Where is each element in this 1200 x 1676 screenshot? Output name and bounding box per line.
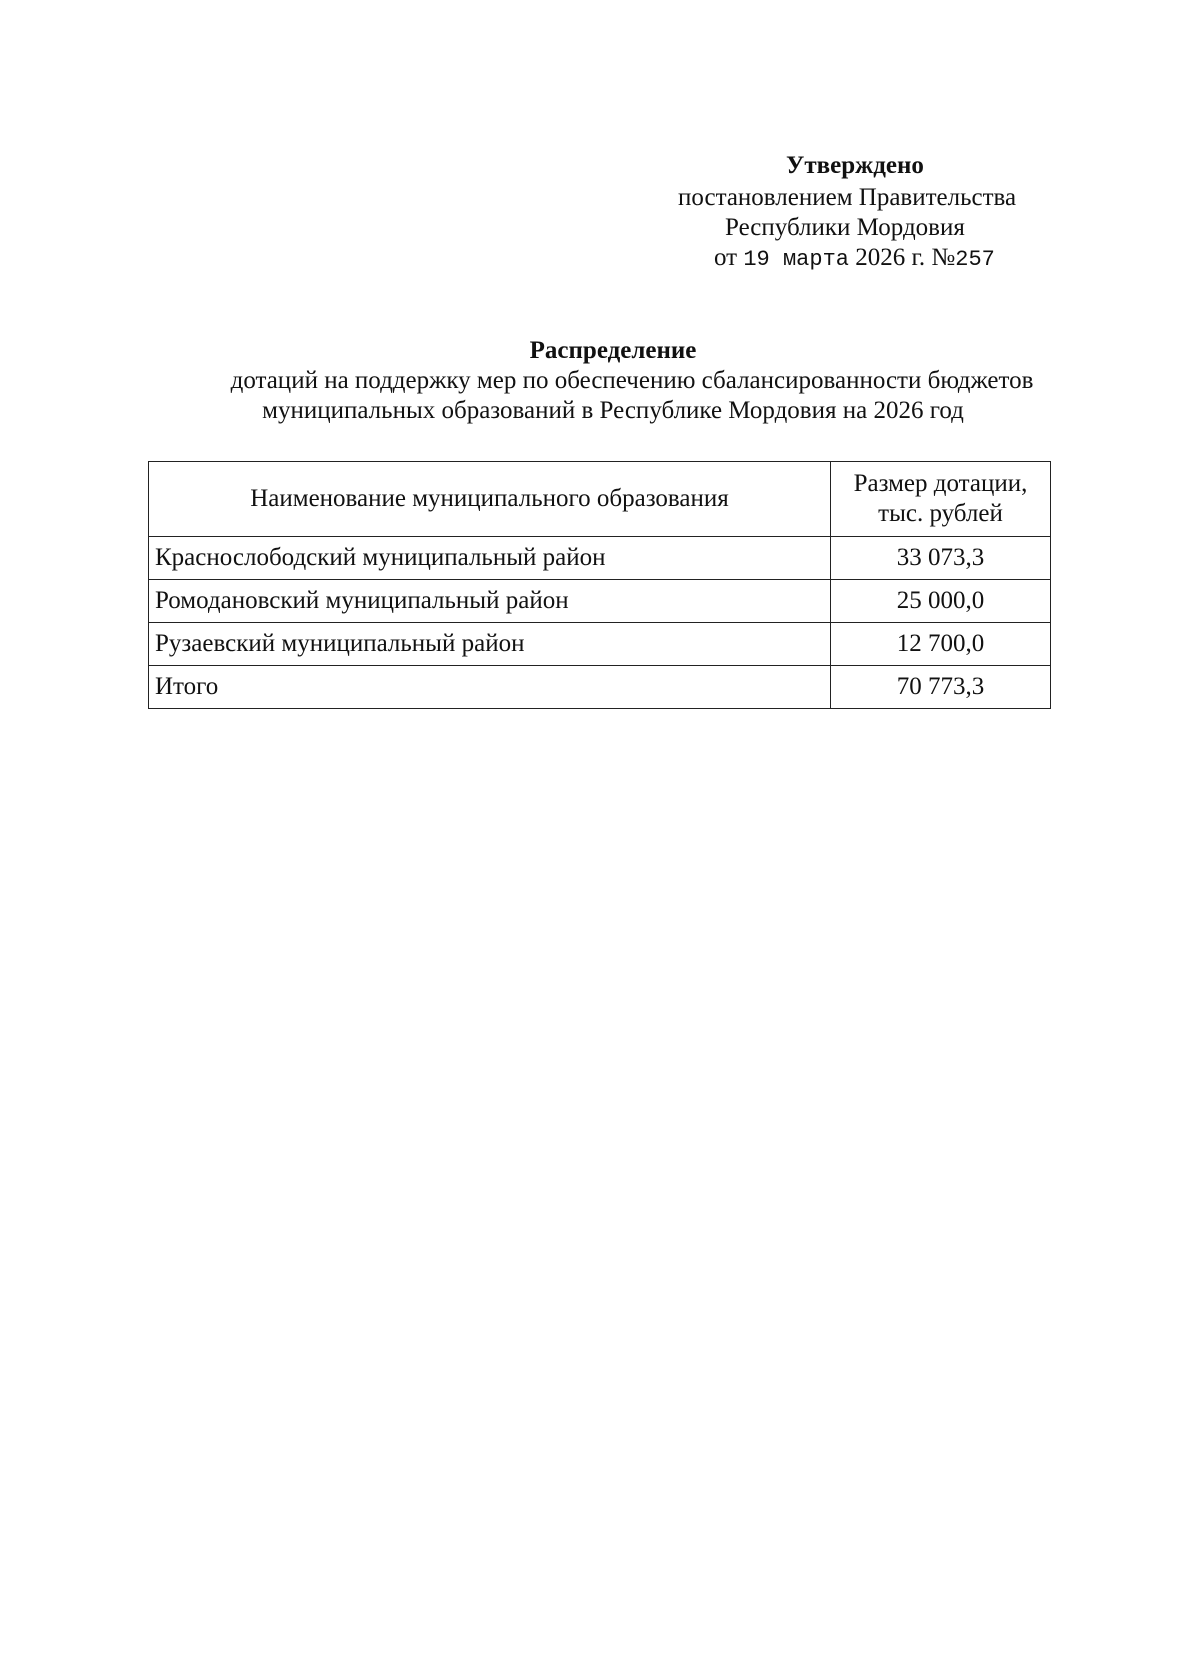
total-amount: 70 773,3 [831,666,1051,709]
total-label: Итого [149,666,831,709]
table-header-row [149,462,1051,537]
header-amount [831,462,1051,537]
approval-date: 19 марта [743,247,849,272]
approval-year: 2026 г. № [855,244,956,271]
row-name: Ромодановский муниципальный район [149,580,831,623]
approval-heading: Утверждено [786,152,924,179]
header-amount-line2: тыс. рублей [878,500,1003,527]
row-name: Краснослободский муниципальный район [149,537,831,580]
document-subtitle-line1: дотаций на поддержку мер по обеспечению сбалансированности бюджетов [230,367,1034,394]
approval-date-line [714,243,995,275]
header-name: Наименование муниципального образования [149,462,831,537]
row-name: Рузаевский муниципальный район [149,623,831,666]
document-title-block [0,336,1200,426]
header-amount-line1: Размер дотации, [853,470,1028,497]
document-title: Распределение [529,337,697,364]
approval-region: Республики Мордовия [725,214,965,241]
row-amount: 12 700,0 [831,623,1051,666]
row-amount: 25 000,0 [831,580,1051,623]
row-amount: 33 073,3 [831,537,1051,580]
approval-number: 257 [955,247,995,272]
table-row [149,537,1051,580]
table-total-row [149,666,1051,709]
table-row [149,623,1051,666]
document-subtitle-line2: муниципальных образований в Республике Мордовия на 2026 год [262,397,964,424]
approval-authority: постановлением Правительства [678,184,1017,211]
approval-prefix: от [714,244,738,271]
distribution-table [148,461,1051,709]
table-row [149,580,1051,623]
